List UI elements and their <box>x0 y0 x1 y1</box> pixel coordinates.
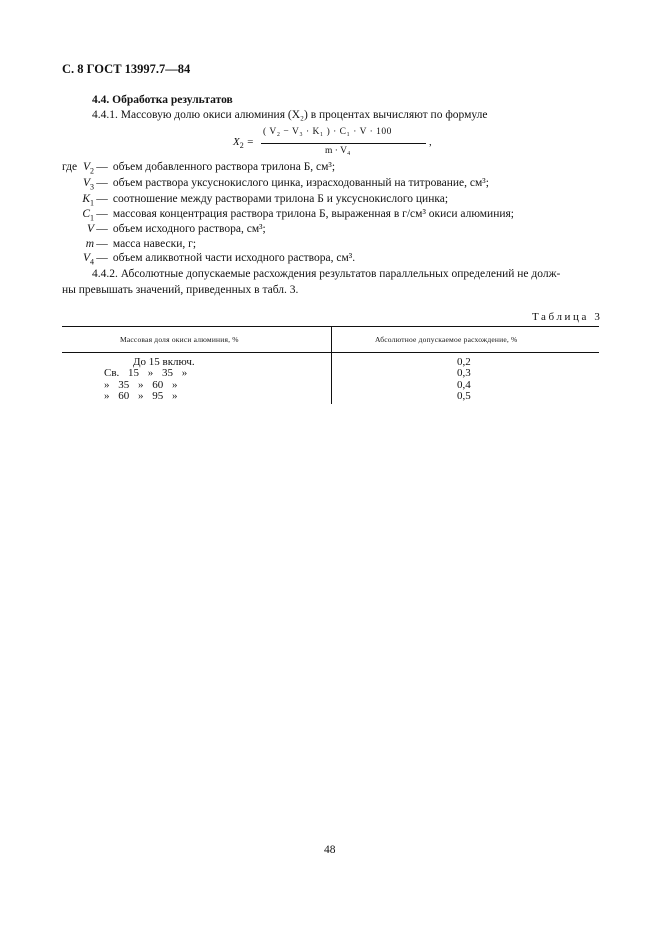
table-cell-value: 0,4 <box>457 379 471 391</box>
formula-denominator: m · V₄ <box>325 146 351 156</box>
definition-row: m — масса навески, г; <box>85 238 197 250</box>
formula-numerator: ( V₂ − V₃ · K₁ ) · C₁ · V · 100 <box>263 127 392 137</box>
definition-row: V — объем исходного раствора, см³; <box>86 223 266 235</box>
page-number: 48 <box>324 844 336 856</box>
page-header: С. 8 ГОСТ 13997.7—84 <box>62 62 191 76</box>
table-cell-value: 0,3 <box>457 367 471 379</box>
section-title: 4.4. Обработка результатов <box>92 94 233 106</box>
table-cell-range: До 15 включ. <box>133 356 195 368</box>
formula-comma: , <box>429 136 432 148</box>
table-caption: Таблица 3 <box>532 311 603 323</box>
fraction-bar <box>261 143 426 144</box>
definition-row: $C_1$ — массовая концентрация раствора трилона Б, выраженная в г/см³ окиси алюминия; <box>82 208 514 223</box>
table-column-divider <box>331 326 332 404</box>
definition-row: $K_1$ — соотношение между растворами трилона Б и уксуснокислого цинка; <box>82 193 449 208</box>
definition-row: где $V_2$ — объем добавленного раствора трилона Б, см³; <box>62 161 336 176</box>
paragraph-4-4-2-line2: ны превышать значений, приведенных в табл. 3. <box>62 284 299 296</box>
table-cell-value: 0,5 <box>457 390 471 402</box>
table-header-col1: Массовая доля окиси алюминия, % <box>120 335 239 344</box>
paragraph-4-4-1: 4.4.1. Массовую долю окиси алюминия (X₂) в процентах вычисляют по формуле <box>92 109 488 121</box>
table-cell-value: 0,2 <box>457 356 471 368</box>
table-header-col2: Абсолютное допускаемое расхождение, % <box>375 335 518 344</box>
definition-row: $V_3$ — объем раствора уксуснокислого цинка, израсходованный на титрование, см³; <box>82 177 489 192</box>
table-cell-range: Св. 15 » 35 » <box>104 367 188 379</box>
paragraph-4-4-2-line1: 4.4.2. Абсолютные допускаемые расхождения результатов параллельных определений не долж- <box>92 268 561 280</box>
formula-lhs: $X_2$ = <box>233 136 254 151</box>
formula-x2 <box>233 127 443 161</box>
table-cell-range: » 60 » 95 » <box>104 390 178 402</box>
definition-row: $V_4$ — объем аликвотной части исходного раствора, см³. <box>82 252 356 267</box>
table-cell-range: » 35 » 60 » <box>104 379 178 391</box>
